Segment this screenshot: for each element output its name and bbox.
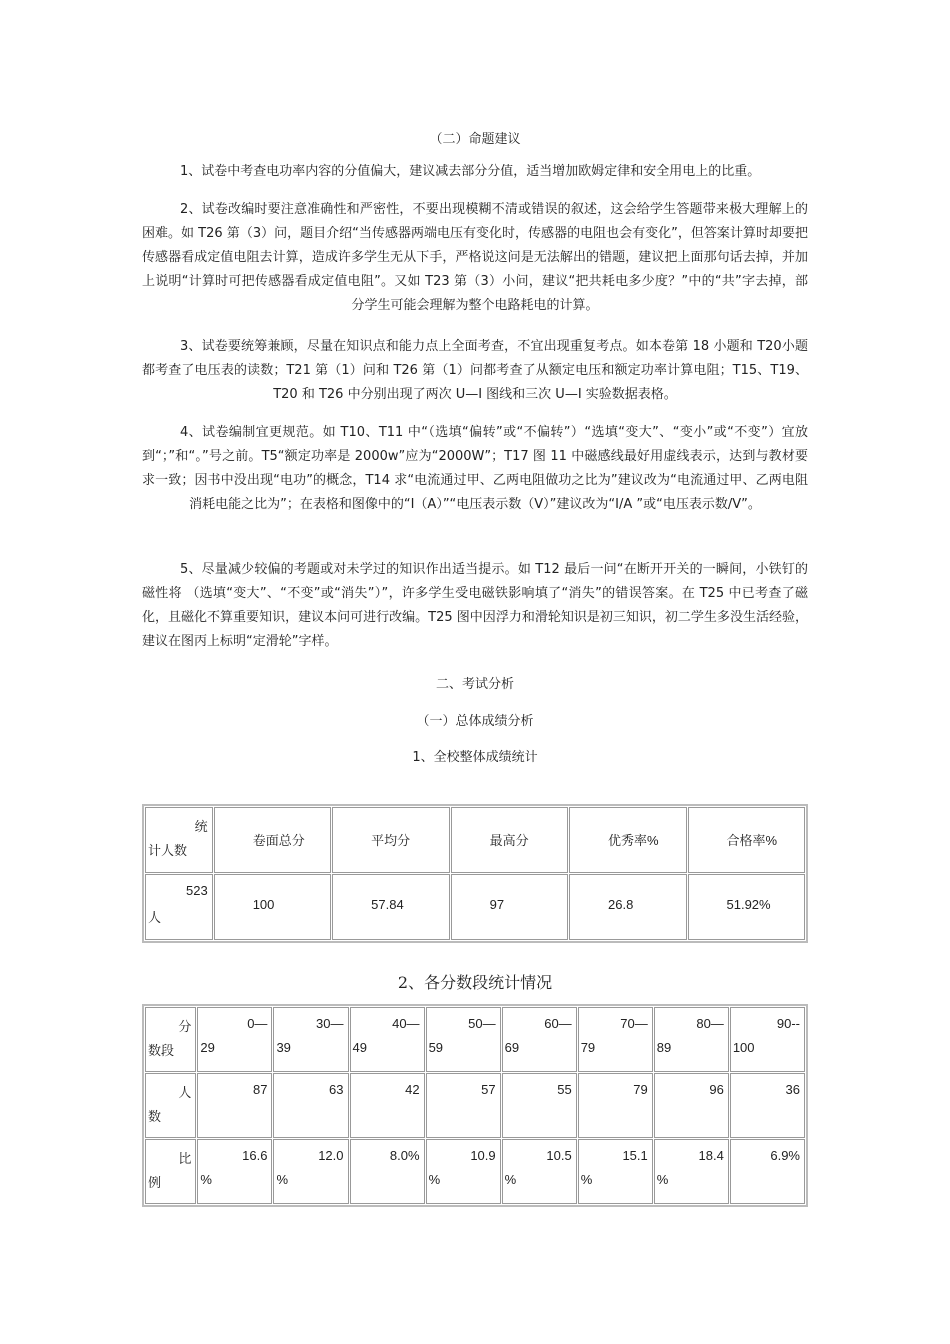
table-header-cell: 70— 79	[578, 1007, 653, 1072]
table-cell: 10.5 %	[502, 1139, 577, 1204]
table-cell: 55	[502, 1073, 577, 1138]
table-cell: 51.92%	[688, 874, 806, 940]
table-row-label: 人 数	[145, 1073, 196, 1138]
table-header-cell: 80— 89	[654, 1007, 729, 1072]
paragraph-5: 5、尽量减少较偏的考题或对未学过的知识作出适当提示。如 T12 最后一问“在断开开关的一瞬间，小铁钉的磁性将 （选填“变大”、“不变”或“消失”）”，许多学生受电磁铁影响填了“消失”的错误答案。在 T25 中已考查了磁化，且磁化不算重要知识，建议本问可进行改编。T25 图中因浮力和滑轮知识是初三知识，初二学生多没生活经验，建议在图丙上标明“定滑轮”字样。	[142, 562, 808, 649]
table-header-cell: 平均分	[332, 807, 449, 873]
table-cell: 16.6 %	[197, 1139, 272, 1204]
paragraph-1: 1、试卷中考查电功率内容的分值偏大，建议减去部分分值，适当增加欧姆定律和安全用电上的比重。	[180, 164, 761, 179]
subsection-title: （一）总体成绩分析	[416, 714, 534, 729]
table-header-cell: 合格率%	[688, 807, 806, 873]
table-header-cell: 30— 39	[273, 1007, 348, 1072]
table-cell: 87	[197, 1073, 272, 1138]
table-cell: 100	[214, 874, 331, 940]
table-cell: 96	[654, 1073, 729, 1138]
section-exam-title: 二、考试分析	[435, 677, 514, 692]
table-row	[145, 1139, 805, 1204]
table-cell: 26.8	[569, 874, 686, 940]
table-row	[145, 1073, 805, 1138]
table-cell: 15.1 %	[578, 1139, 653, 1204]
table-cell: 36	[730, 1073, 805, 1138]
table-header-cell: 最高分	[451, 807, 568, 873]
section-suggestion-title: （二）命题建议	[429, 132, 521, 147]
table-cell: 10.9 %	[426, 1139, 501, 1204]
table-cell: 63	[273, 1073, 348, 1138]
table2-title: 2、各分数段统计情况	[397, 973, 553, 992]
table-row	[145, 807, 805, 873]
table-cell: 6.9%	[730, 1139, 805, 1204]
table-header-cell: 50— 59	[426, 1007, 501, 1072]
table-cell: 57.84	[332, 874, 449, 940]
table-row-label: 比 例	[145, 1139, 196, 1204]
table-header-cell: 60— 69	[502, 1007, 577, 1072]
table-header-cell: 90-- 100	[730, 1007, 805, 1072]
table-corner-cell: 统 计人数	[145, 807, 213, 873]
table-cell: 57	[426, 1073, 501, 1138]
table-cell: 8.0%	[350, 1139, 425, 1204]
table-row	[145, 874, 805, 940]
table-header-cell: 40— 49	[350, 1007, 425, 1072]
table1-title: 1、全校整体成绩统计	[412, 750, 538, 765]
table-cell: 12.0 %	[273, 1139, 348, 1204]
table-row-label: 523 人	[145, 874, 213, 940]
table-cell: 18.4 %	[654, 1139, 729, 1204]
table-cell: 79	[578, 1073, 653, 1138]
table-header-cell: 优秀率%	[569, 807, 686, 873]
table-header-cell: 卷面总分	[214, 807, 331, 873]
paragraph-3: 3、试卷要统筹兼顾，尽量在知识点和能力点上全面考查，不宜出现重复考点。如本卷第 18 小题和 T20小题都考查了电压表的读数；T21 第（1）问和 T26 第（1）问都考查了从额定电压和额定功率计算电阻；T15、T19、T20 和 T26 中分别出现了两次 U—I 图线和三次 U—I 实验数据表格。	[142, 339, 808, 402]
table-header-cell: 0— 29	[197, 1007, 272, 1072]
overall-score-table	[142, 804, 808, 943]
table-row-label: 分 数段	[145, 1007, 196, 1072]
paragraph-2: 2、试卷改编时要注意准确性和严密性，不要出现模糊不清或错误的叙述，这会给学生答题带来极大理解上的困难。如 T26 第（3）问，题目介绍“当传感器两端电压有变化时，传感器的电阻也会有变化”，但答案计算时却要把传感器看成定值电阻去计算，造成许多学生无从下手，严格说这问是无法解出的错题，建议把上面那句话去掉，并加上说明“计算时可把传感器看成定值电阻”。又如 T23 第（3）小问，建议“把共耗电多少度？”中的“共”字去掉，部分学生可能会理解为整个电路耗电的计算。	[142, 202, 808, 313]
table-row	[145, 1007, 805, 1072]
table-cell: 97	[451, 874, 568, 940]
score-range-table	[142, 1004, 808, 1207]
table-cell: 42	[350, 1073, 425, 1138]
paragraph-4: 4、试卷编制宜更规范。如 T10、T11 中“（选填“偏转”或“不偏转”）“选填“变大”、“变小”或“不变”）宜放到“；”和“。”号之前。T5“额定功率是 2000w”应为“2000W”；T17 图 11 中磁感线最好用虚线表示，达到与教材要求一致；因书中没出现“电功”的概念，T14 求“电流通过甲、乙两电阻做功之比为”建议改为“电流通过甲、乙两电阻消耗电能之比为”；在表格和图像中的“I（A）”“电压表示数（V）”建议改为“I/A ”或“电压表示数/V”。	[142, 425, 808, 512]
